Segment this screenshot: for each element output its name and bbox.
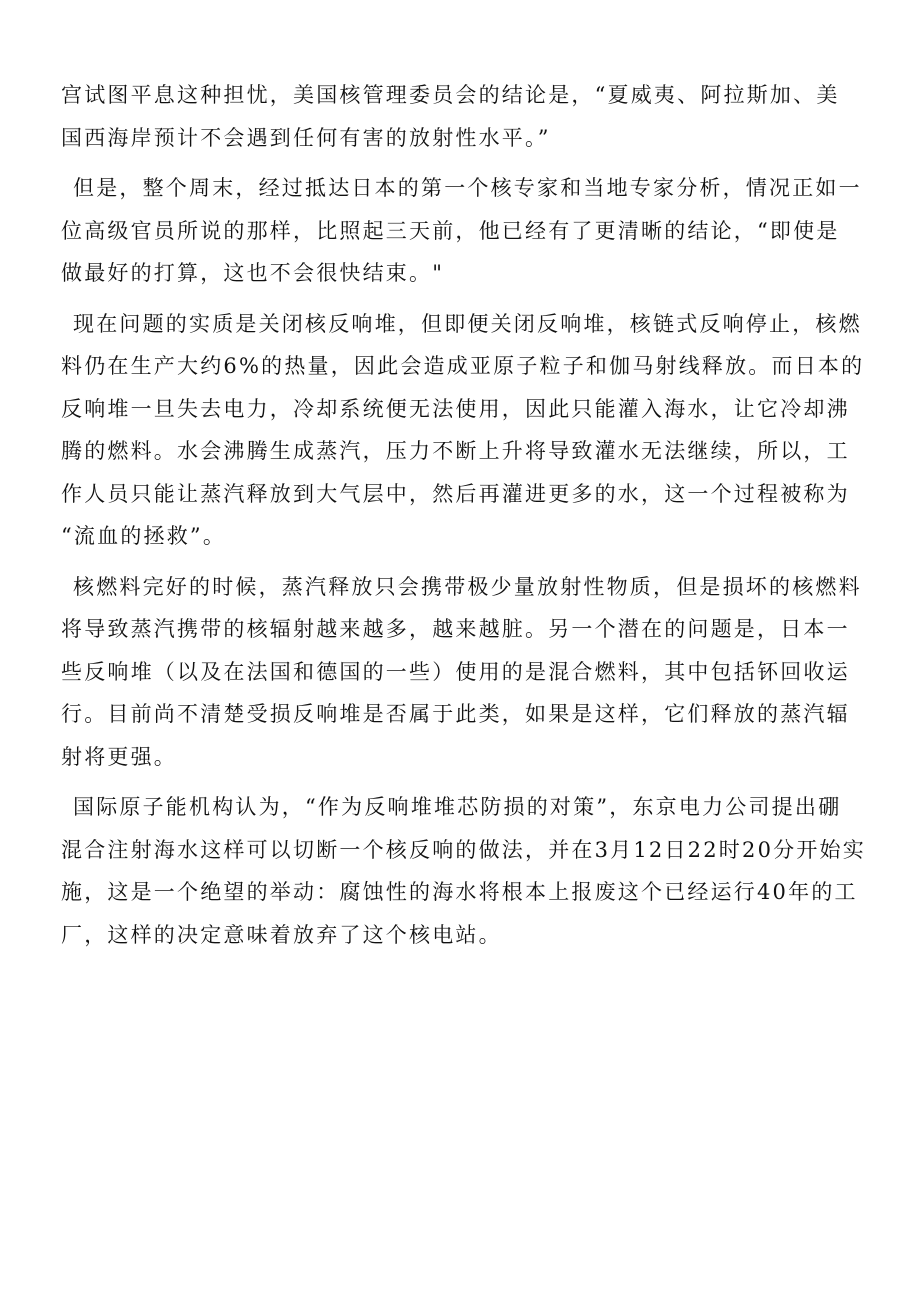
text-line: 些反响堆（以及在法国和德国的一些）使用的是混合燃料，其中包括钚回收运 bbox=[61, 659, 850, 684]
text-line: 腾的燃料。水会沸腾生成蒸汽，压力不断上升将导致灌水无法继续，所以，工 bbox=[61, 439, 850, 463]
text-line: 射将更强。 bbox=[61, 744, 177, 769]
text-line: 现在问题的实质是关闭核反响堆，但即便关闭反响堆，核链式反响停止，核燃 bbox=[73, 311, 862, 336]
text-line: 作人员只能让蒸汽释放到大气层中，然后再灌进更多的水，这一个过程被称为 bbox=[61, 481, 850, 506]
text-line: 将导致蒸汽携带的核辐射越来越多，越来越脏。另一个潜在的问题是，日本一 bbox=[61, 617, 850, 641]
text-line: 国际原子能机构认为，“作为反响堆堆芯防损的对策”，东京电力公司提出硼 bbox=[73, 795, 842, 819]
text-line: 但是，整个周末，经过抵达日本的第一个核专家和当地专家分析，情况正如一 bbox=[73, 176, 862, 200]
paragraph-4 bbox=[61, 566, 861, 779]
paragraph-3 bbox=[61, 303, 865, 558]
text-line: 核燃料完好的时候，蒸汽释放只会携带极少量放射性物质，但是损坏的核燃料 bbox=[73, 574, 862, 599]
text-line: 位高级官员所说的那样，比照起三天前，他已经有了更清晰的结论，“即使是 bbox=[61, 218, 840, 243]
text-line: 反响堆一旦失去电力，冷却系统便无法使用，因此只能灌入海水，让它冷却沸 bbox=[61, 396, 850, 421]
text-line: “流血的拯救”。 bbox=[61, 524, 227, 548]
text-line: 施，这是一个绝望的举动：腐蚀性的海水将根本上报废这个已经运行40年的工 bbox=[61, 880, 858, 904]
text-line: 行。目前尚不清楚受损反响堆是否属于此类，如果是这样，它们释放的蒸汽辐 bbox=[61, 702, 850, 726]
text-line: 料仍在生产大约6%的热量，因此会造成亚原子粒子和伽马射线释放。而日本的 bbox=[61, 354, 865, 378]
paragraph-2 bbox=[61, 167, 861, 295]
article-body bbox=[61, 74, 866, 964]
text-line: 做最好的打算，这也不会很快结束。" bbox=[61, 261, 445, 285]
text-line: 宫试图平息这种担忧，美国核管理委员会的结论是，“夏威夷、阿拉斯加、美 bbox=[61, 83, 840, 107]
text-line: 厂，这样的决定意味着放弃了这个核电站。 bbox=[61, 922, 502, 947]
paragraph-1 bbox=[61, 74, 861, 159]
text-line: 国西海岸预计不会遇到任何有害的放射性水平。” bbox=[61, 125, 551, 150]
paragraph-5 bbox=[61, 786, 866, 956]
text-line: 混合注射海水这样可以切断一个核反响的做法，并在3月12日22时20分开始实 bbox=[61, 837, 866, 862]
